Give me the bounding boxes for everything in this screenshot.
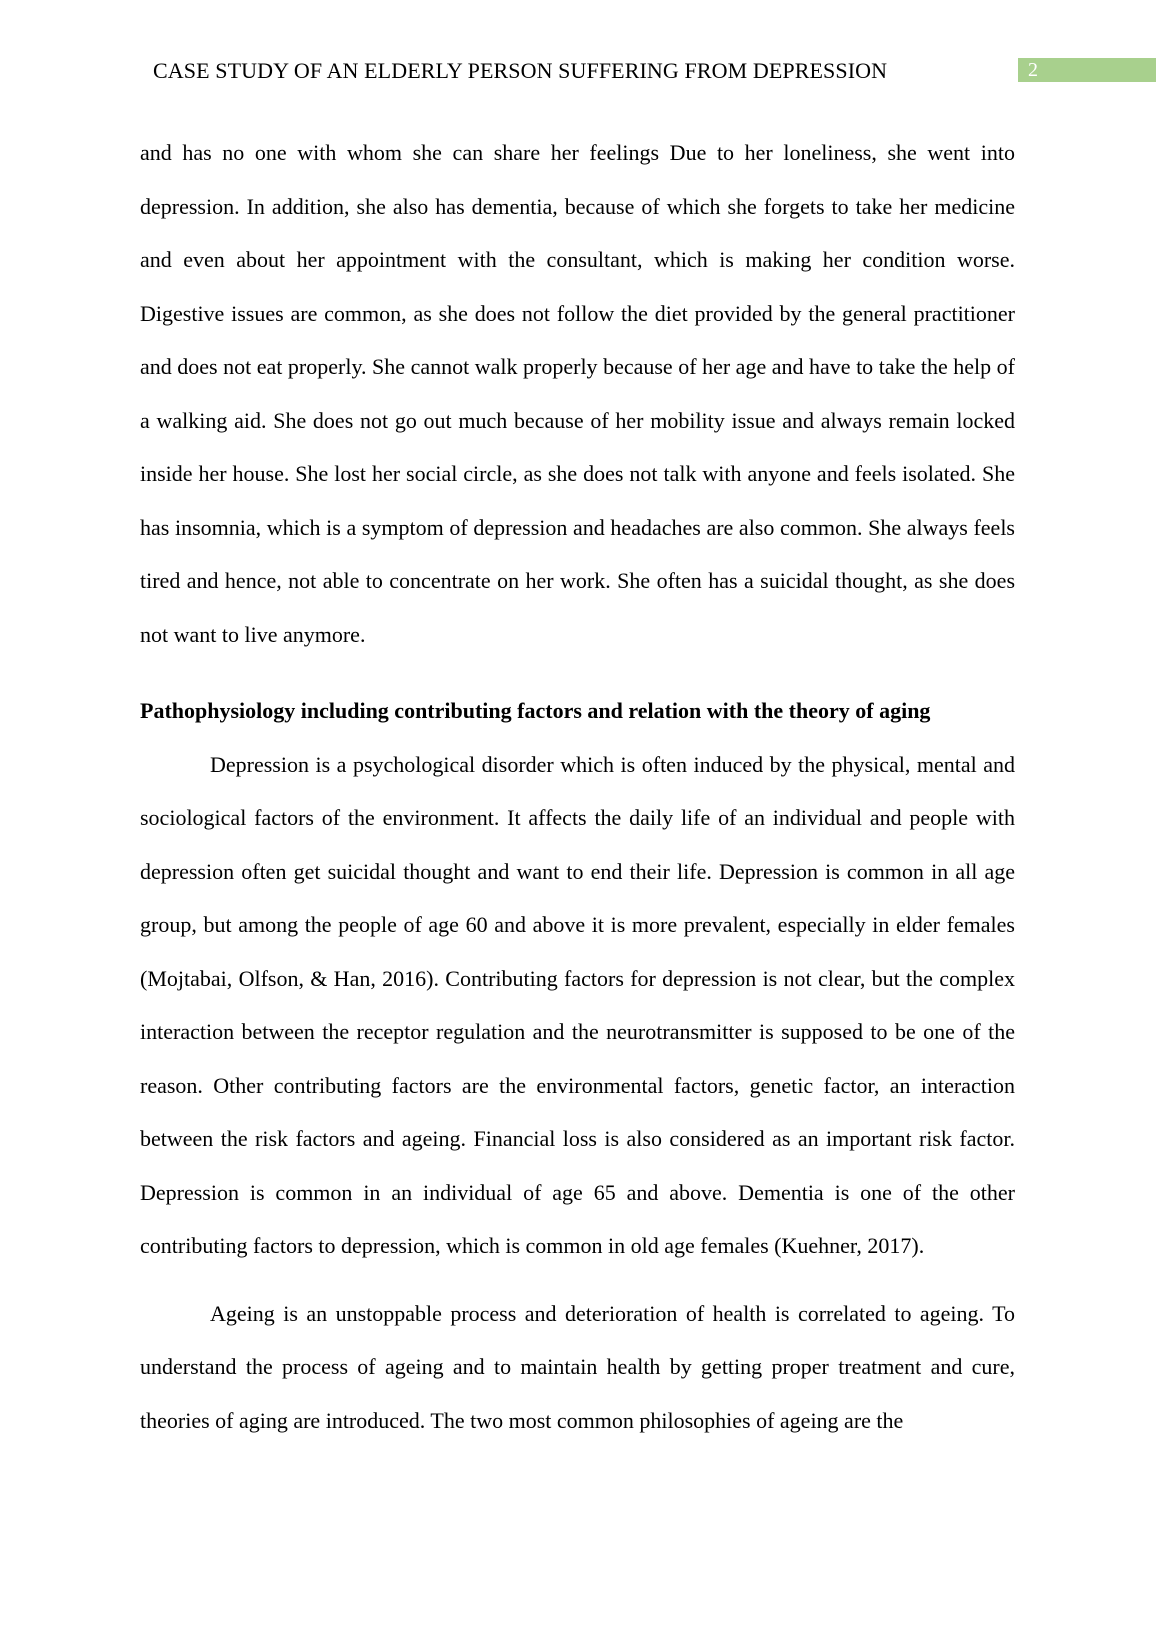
- running-head: CASE STUDY OF AN ELDERLY PERSON SUFFERING FROM DEPRESSION: [153, 58, 888, 83]
- section-heading-pathophysiology: Pathophysiology including contributing factors and relation with the theory of aging: [140, 698, 931, 723]
- page-number: 2: [1018, 58, 1156, 82]
- document-body: [140, 126, 1015, 1447]
- paragraph-ageing-theories: Ageing is an unstoppable process and deterioration of health is correlated to ageing. To understand the process of ageing and to maintain health by getting proper treatment and cure, theories of aging are introduced. The two most common philosophies of ageing are the: [140, 1300, 1015, 1433]
- paragraph-depression-factors: Depression is a psychological disorder which is often induced by the physical, mental and sociological factors of the environment. It affects the daily life of an individual and people with depression often get suicidal thought and want to end their life. Depression is common in all age group, but among the people of age 60 and above it is more prevalent, especially in elder females (Mojtabai, Olfson, & Han, 2016). Contributing factors for depression is not clear, but the complex interaction between the receptor regulation and the neurotransmitter is supposed to be one of the reason. Other contributing factors are the environmental factors, genetic factor, an interaction between the risk factors and ageing. Financial loss is also considered as an important risk factor. Depression is common in an individual of age 65 and above. Dementia is one of the other contributing factors to depression, which is common in old age females (Kuehner, 2017).: [140, 751, 1015, 1258]
- paragraph-case-description: and has no one with whom she can share her feelings Due to her loneliness, she went into depression. In addition, she also has dementia, because of which she forgets to take her medicine and even about her appointment with the consultant, which is making her condition worse. Digestive issues are common, as she does not follow the diet provided by the general practitioner and does not eat properly. She cannot walk properly because of her age and have to take the help of a walking aid. She does not go out much because of her mobility issue and always remain locked inside her house. She lost her social circle, as she does not talk with anyone and feels isolated. She has insomnia, which is a symptom of depression and headaches are also common. She always feels tired and hence, not able to concentrate on her work. She often has a suicidal thought, as she does not want to live anymore.: [140, 140, 1015, 647]
